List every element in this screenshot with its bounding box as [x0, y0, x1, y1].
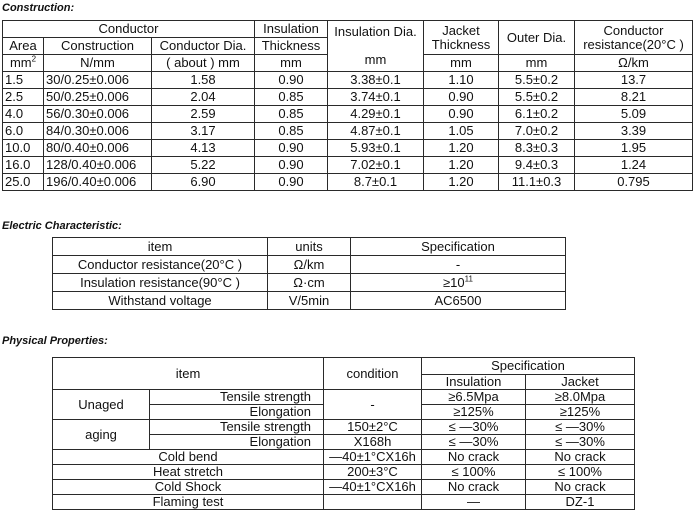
- insulation-dia-cell: 4.29±0.1: [328, 106, 424, 123]
- table-row: [53, 390, 635, 405]
- table-row: [53, 480, 635, 495]
- resistance-cell: 8.21: [575, 89, 693, 106]
- outer-dia-cell: 7.0±0.2: [499, 123, 575, 140]
- electric-item: Withstand voltage: [53, 292, 268, 310]
- aging-condition: 150±2°C: [324, 420, 422, 435]
- jacket-thickness-cell: 0.90: [424, 89, 499, 106]
- jacket-thickness-cell: 1.10: [424, 72, 499, 89]
- physical-condition: [324, 495, 422, 510]
- insulation-dia-cell: 3.74±0.1: [328, 89, 424, 106]
- construction-cell: 128/0.40±0.006: [44, 157, 152, 174]
- electric-table: [52, 237, 566, 310]
- electric-spec: [351, 274, 566, 292]
- outer-dia-cell: 11.1±0.3: [499, 174, 575, 191]
- electric-units-header: units: [268, 238, 351, 256]
- jacket-thickness-label: Thickness: [431, 36, 491, 52]
- conductor-dia-cell: 1.58: [152, 72, 255, 89]
- construction-cell: 84/0.30±0.006: [44, 123, 152, 140]
- unaged-jacket: ≥8.0Mpa: [526, 390, 635, 405]
- insulation-thickness-cell: 0.85: [255, 89, 328, 106]
- unaged-jacket: ≥125%: [526, 405, 635, 420]
- physical-jacket: ≤ 100%: [526, 465, 635, 480]
- insulation-header: Insulation: [255, 21, 328, 38]
- jacket-thickness-cell: 1.20: [424, 157, 499, 174]
- physical-condition: —40±1°CX16h: [324, 450, 422, 465]
- resistance-label-2: resistance(20°C ): [583, 36, 684, 52]
- aging-insulation: ≤ —30%: [422, 420, 526, 435]
- electric-item: Conductor resistance(20°C ): [53, 256, 268, 274]
- outer-dia-cell: 5.5±0.2: [499, 89, 575, 106]
- conductor-dia-cell: 4.13: [152, 140, 255, 157]
- outer-dia-header: Outer Dia.: [499, 21, 575, 55]
- construction-cell: 56/0.30±0.006: [44, 106, 152, 123]
- conductor-dia-cell: 5.22: [152, 157, 255, 174]
- table-row: [53, 292, 566, 310]
- jacket-unit: mm: [424, 55, 499, 72]
- physical-item: Flaming test: [53, 495, 324, 510]
- physical-item-header: item: [53, 358, 324, 390]
- aging-label: aging: [53, 420, 150, 450]
- electric-item: Insulation resistance(90°C ): [53, 274, 268, 292]
- electric-units: Ω·cm: [268, 274, 351, 292]
- electric-item-header: item: [53, 238, 268, 256]
- insulation-thickness-cell: 0.90: [255, 174, 328, 191]
- area-cell: 25.0: [3, 174, 44, 191]
- outer-dia-cell: 5.5±0.2: [499, 72, 575, 89]
- insulation-thickness-cell: 0.85: [255, 106, 328, 123]
- physical-insulation: No crack: [422, 480, 526, 495]
- electric-spec-header: Specification: [351, 238, 566, 256]
- jacket-thickness-cell: 0.90: [424, 106, 499, 123]
- table-row: [3, 89, 693, 106]
- table-row: [3, 174, 693, 191]
- physical-insulation: ≤ 100%: [422, 465, 526, 480]
- conductor-dia-cell: 6.90: [152, 174, 255, 191]
- outer-dia-cell: 8.3±0.3: [499, 140, 575, 157]
- electric-spec: -: [351, 256, 566, 274]
- table-row: [3, 140, 693, 157]
- table-row: [3, 123, 693, 140]
- aging-insulation: ≤ —30%: [422, 435, 526, 450]
- conductor-dia-header: Conductor Dia.: [152, 38, 255, 55]
- area-unit-base: mm: [9, 55, 32, 71]
- unaged-insulation: ≥6.5Mpa: [422, 390, 526, 405]
- insulation-dia-unit: mm: [364, 52, 387, 67]
- table-row: [53, 420, 635, 435]
- unaged-sub-item: Elongation: [150, 405, 324, 420]
- unaged-label: Unaged: [53, 390, 150, 420]
- resistance-cell: 1.24: [575, 157, 693, 174]
- insulation-thickness-cell: 0.85: [255, 123, 328, 140]
- insulation-dia-label: Insulation Dia.: [334, 24, 417, 40]
- unaged-condition: -: [324, 390, 422, 420]
- aging-sub-item: Tensile strength: [150, 420, 324, 435]
- construction-unit: N/mm: [44, 55, 152, 72]
- table-row: [53, 450, 635, 465]
- electric-spec-exp: 11: [464, 274, 473, 284]
- physical-table: [52, 357, 635, 510]
- construction-table: [2, 20, 693, 191]
- resistance-cell: 1.95: [575, 140, 693, 157]
- thickness-header: Thickness: [255, 38, 328, 55]
- physical-condition-header: condition: [324, 358, 422, 390]
- insulation-dia-cell: 4.87±0.1: [328, 123, 424, 140]
- conductor-dia-cell: 2.04: [152, 89, 255, 106]
- area-cell: 6.0: [3, 123, 44, 140]
- physical-item: Heat stretch: [53, 465, 324, 480]
- resistance-cell: 13.7: [575, 72, 693, 89]
- physical-insulation: —: [422, 495, 526, 510]
- resistance-cell: 3.39: [575, 123, 693, 140]
- unaged-sub-item: Tensile strength: [150, 390, 324, 405]
- table-row: [3, 106, 693, 123]
- jacket-thickness-cell: 1.20: [424, 140, 499, 157]
- electric-units: Ω/km: [268, 256, 351, 274]
- table-row: [53, 274, 566, 292]
- physical-jacket: No crack: [526, 480, 635, 495]
- physical-spec-header: Specification: [422, 358, 635, 375]
- resistance-header: [575, 21, 693, 55]
- aging-sub-item: Elongation: [150, 435, 324, 450]
- aging-condition: X168h: [324, 435, 422, 450]
- physical-jacket: No crack: [526, 450, 635, 465]
- resistance-label-1: Conductor: [603, 22, 664, 38]
- resistance-cell: 0.795: [575, 174, 693, 191]
- physical-jacket-header: Jacket: [526, 375, 635, 390]
- physical-insulation-header: Insulation: [422, 375, 526, 390]
- jacket-thickness-cell: 1.20: [424, 174, 499, 191]
- conductor-dia-cell: 3.17: [152, 123, 255, 140]
- electric-section-title: Electric Characteristic:: [2, 220, 122, 232]
- physical-item: Cold Shock: [53, 480, 324, 495]
- jacket-thickness-cell: 1.05: [424, 123, 499, 140]
- area-unit-exp: 2: [31, 54, 37, 64]
- insulation-unit: mm: [255, 55, 328, 72]
- area-cell: 2.5: [3, 89, 44, 106]
- physical-condition: 200±3°C: [324, 465, 422, 480]
- construction-cell: 30/0.25±0.006: [44, 72, 152, 89]
- insulation-thickness-cell: 0.90: [255, 157, 328, 174]
- physical-insulation: No crack: [422, 450, 526, 465]
- jacket-label: Jacket: [442, 22, 480, 38]
- outer-dia-unit: mm: [499, 55, 575, 72]
- unaged-insulation: ≥125%: [422, 405, 526, 420]
- jacket-header: [424, 21, 499, 55]
- construction-section-title: Construction:: [2, 2, 75, 14]
- area-cell: 10.0: [3, 140, 44, 157]
- area-cell: 4.0: [3, 106, 44, 123]
- physical-jacket: DZ-1: [526, 495, 635, 510]
- electric-spec: AC6500: [351, 292, 566, 310]
- conductor-dia-unit: ( about ) mm: [152, 55, 255, 72]
- resistance-unit: Ω/km: [575, 55, 693, 72]
- area-header: Area: [3, 38, 44, 55]
- conductor-dia-cell: 2.59: [152, 106, 255, 123]
- construction-cell: 80/0.40±0.006: [44, 140, 152, 157]
- construction-cell: 196/0.40±0.006: [44, 174, 152, 191]
- physical-item: Cold bend: [53, 450, 324, 465]
- insulation-dia-cell: 8.7±0.1: [328, 174, 424, 191]
- construction-header: Construction: [44, 38, 152, 55]
- insulation-dia-header: [328, 21, 424, 72]
- electric-spec-base: ≥10: [443, 274, 465, 290]
- insulation-dia-cell: 3.38±0.1: [328, 72, 424, 89]
- table-row: [3, 157, 693, 174]
- insulation-thickness-cell: 0.90: [255, 72, 328, 89]
- electric-units: V/5min: [268, 292, 351, 310]
- table-row: [3, 72, 693, 89]
- aging-jacket: ≤ —30%: [526, 420, 635, 435]
- insulation-dia-cell: 7.02±0.1: [328, 157, 424, 174]
- table-row: [53, 256, 566, 274]
- construction-cell: 50/0.25±0.006: [44, 89, 152, 106]
- conductor-header: Conductor: [3, 21, 255, 38]
- physical-condition: —40±1°CX16h: [324, 480, 422, 495]
- aging-jacket: ≤ —30%: [526, 435, 635, 450]
- insulation-dia-cell: 5.93±0.1: [328, 140, 424, 157]
- resistance-cell: 5.09: [575, 106, 693, 123]
- area-cell: 16.0: [3, 157, 44, 174]
- insulation-thickness-cell: 0.90: [255, 140, 328, 157]
- table-row: [53, 495, 635, 510]
- outer-dia-cell: 6.1±0.2: [499, 106, 575, 123]
- area-cell: 1.5: [3, 72, 44, 89]
- physical-section-title: Physical Properties:: [2, 335, 108, 347]
- table-row: [53, 465, 635, 480]
- area-unit: [3, 55, 44, 72]
- outer-dia-cell: 9.4±0.3: [499, 157, 575, 174]
